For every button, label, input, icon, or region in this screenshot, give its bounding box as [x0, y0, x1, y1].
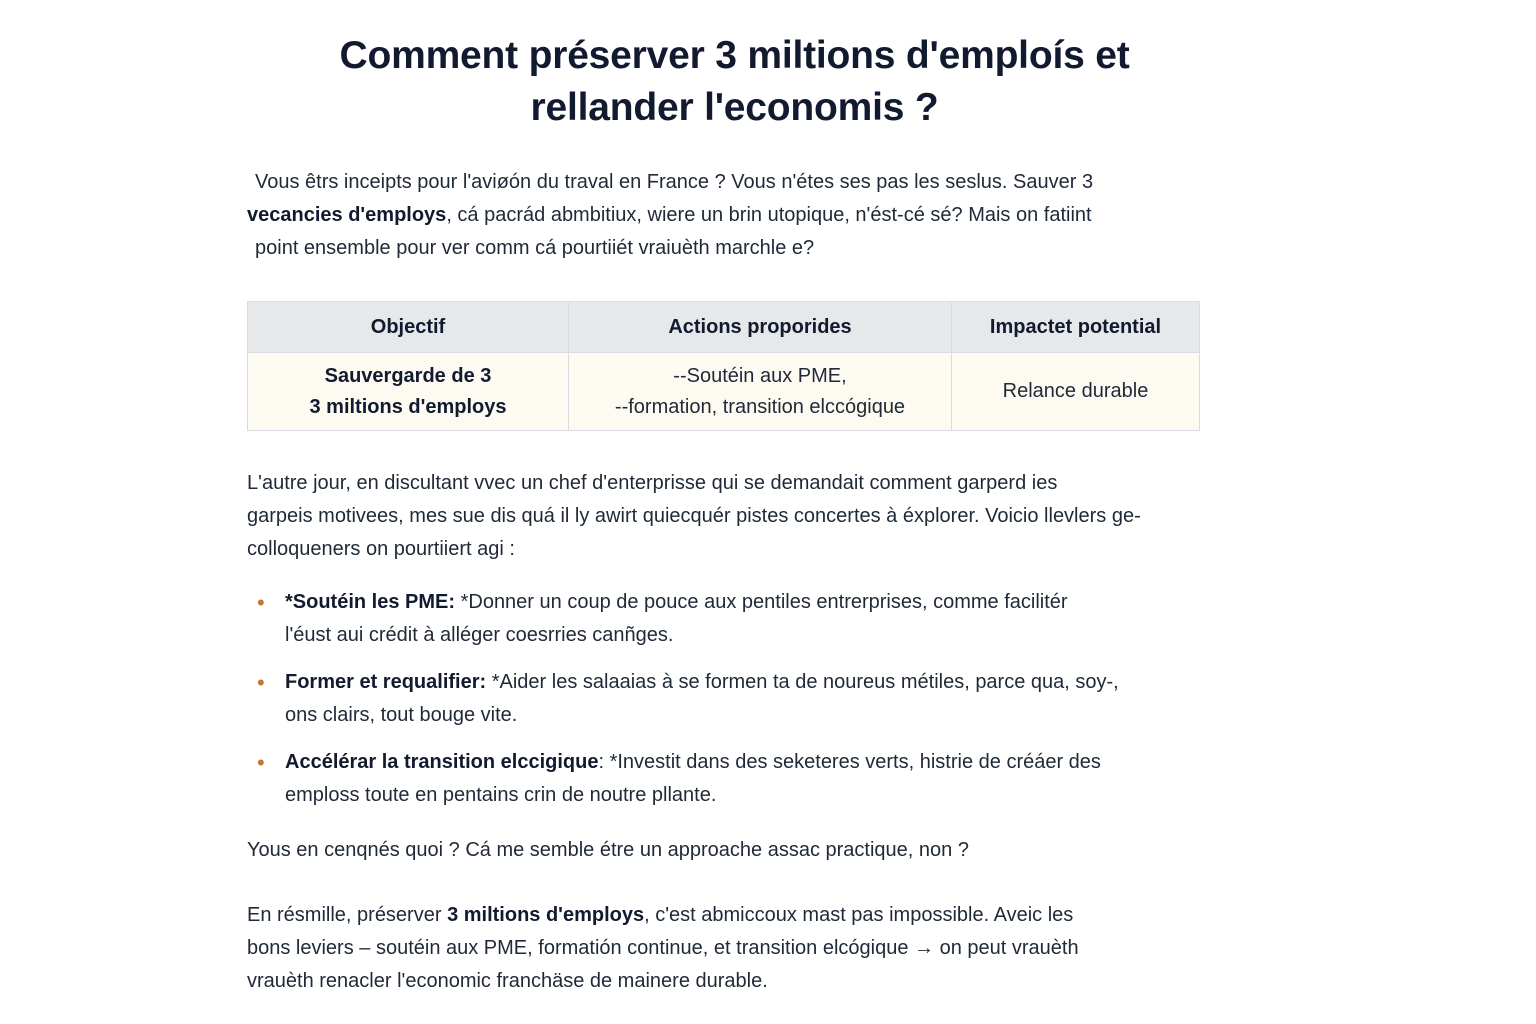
cell-objectif: [248, 353, 569, 431]
cell-objectif-line-2: 3 miltions d'employs: [309, 395, 507, 418]
title-line-2: rellander l'economis ?: [530, 86, 939, 129]
header-objectif: Objectif: [248, 302, 569, 353]
list-item: [247, 746, 1222, 812]
article: [247, 30, 1222, 998]
list-item: [247, 586, 1222, 652]
page-title: [247, 30, 1222, 134]
question-paragraph: Yous en cenqnés quoi ? Cá me semble étre un approache assac practique, non ?: [247, 839, 969, 861]
context-paragraph: [247, 467, 1222, 566]
table-header-row: [248, 302, 1200, 353]
cell-actions-line-1: --Soutéin aux PME,: [673, 364, 847, 387]
levers-list: [247, 586, 1222, 812]
intro-bold-term: vecancies d'employs: [247, 204, 447, 226]
intro-line-2: [247, 199, 1222, 232]
intro-line-1: Vous êtrs inceipts pour l'aviøón du traval en France ? Vous n'étes ses pas les seslus. Sauver 3: [255, 171, 1094, 193]
summary-line-1-post: , c'est abmiccoux mast pas impossible. Aveic les: [644, 904, 1074, 926]
header-actions: Actions proporides: [569, 302, 952, 353]
title-line-1: Comment préserver 3 miltions d'emploís et: [339, 34, 1130, 77]
context-line-3: colloqueners on pourtiiert agi :: [247, 538, 515, 560]
bullet-icon: •: [257, 750, 265, 775]
list-item: [247, 666, 1222, 732]
summary-line-1: [247, 899, 1222, 932]
summary-bold-term: 3 miltions d'employs: [447, 904, 645, 926]
list-item-title: *Soutéin les PME:: [285, 591, 456, 613]
intro-line-3: point ensemble pour ver comm cá pourtiiét vraiuèth marchle e?: [255, 237, 815, 259]
list-item-text: : *Investit dans des seketeres verts, histrie de créáer des: [598, 751, 1101, 773]
list-item-text: *Aider les salaaias à se formen ta de noureus métiles, parce qua, soy-,: [486, 671, 1119, 693]
list-item-title: Former et requalifier:: [285, 671, 487, 693]
context-line-2: garpeis motivees, mes sue dis quá il ly awirt quiecquér pistes concertes à éxplorer. Voicio llevlers ge-: [247, 505, 1141, 527]
cell-objectif-line-1: Sauvergarde de 3: [324, 364, 492, 387]
summary-line-3: vrauèth renacler l'economic franchäse de mainere durable.: [247, 970, 768, 992]
summary-line-2: bons leviers – soutéin aux PME, formatión continue, et transition elcógique → on peut vrauèth: [247, 937, 1079, 959]
summary-paragraph: [247, 899, 1222, 998]
context-line-1: L'autre jour, en discultant vvec un chef d'enterprisse qui se demandait comment garperd ies: [247, 472, 1058, 494]
bullet-icon: •: [257, 670, 265, 695]
list-item-line-1: [285, 746, 1222, 779]
list-item-line-1: [285, 666, 1222, 699]
list-item-text: *Donner un coup de pouce aux pentiles entrerprises, comme facilitér: [455, 591, 1068, 613]
objectives-table: [247, 301, 1200, 431]
table-row: [248, 353, 1200, 431]
header-impact: Impactet potential: [952, 302, 1200, 353]
cell-impact: Relance durable: [952, 353, 1200, 431]
list-item-line-2: ons clairs, tout bouge vite.: [285, 704, 518, 726]
intro-line-2-rest: , cá pacrád abmbitiux, wiere un brin utopique, n'ést-cé sé? Mais on fatiint: [446, 204, 1092, 226]
cell-actions-line-2: --formation, transition elccógique: [614, 395, 906, 418]
bullet-icon: •: [257, 590, 265, 615]
list-item-line-1: [285, 586, 1222, 619]
intro-paragraph: [247, 166, 1222, 265]
list-item-line-2: l'éust aui crédit à alléger coesrries canñges.: [285, 624, 674, 646]
list-item-line-2: emploss toute en pentains crin de noutre pllante.: [285, 784, 717, 806]
cell-actions: [569, 353, 952, 431]
summary-line-1-pre: En résmille, préserver: [247, 904, 448, 926]
list-item-title: Accélérar la transition elccigique: [285, 751, 599, 773]
